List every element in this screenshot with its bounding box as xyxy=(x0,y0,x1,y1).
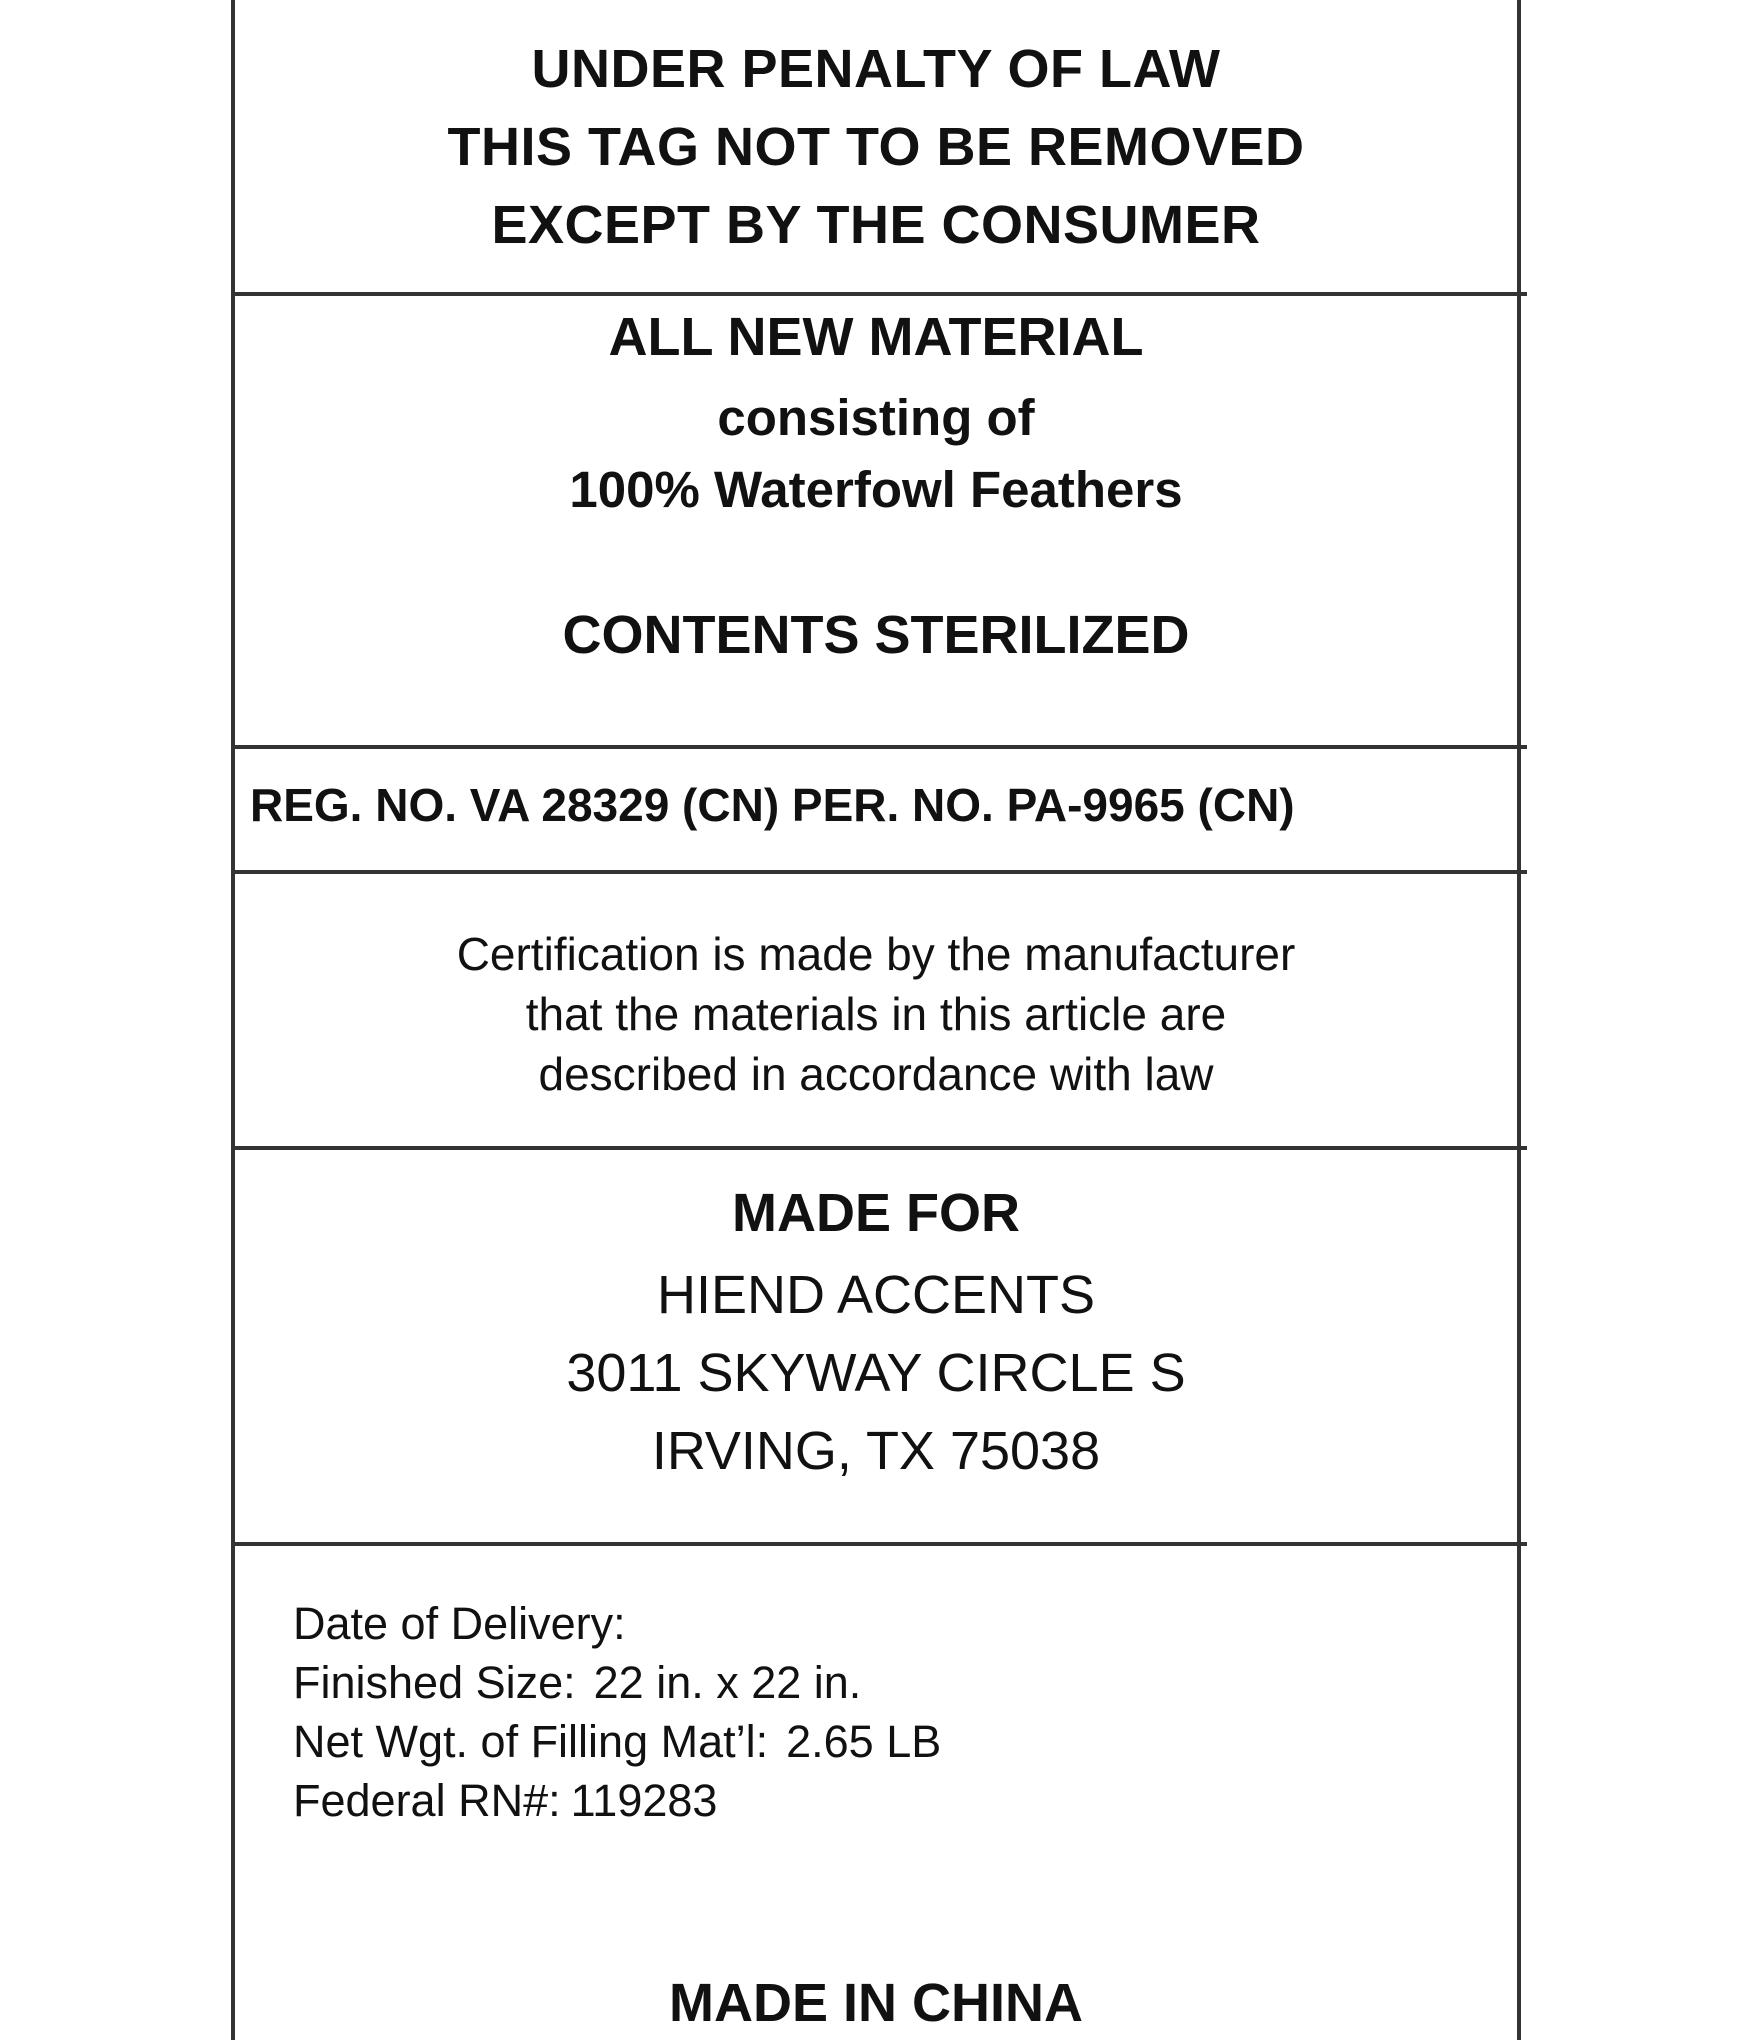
warning-line-2: THIS TAG NOT TO BE REMOVED xyxy=(447,117,1305,177)
divider xyxy=(235,870,1527,874)
registration-section xyxy=(235,752,1517,874)
divider xyxy=(235,745,1527,749)
material-section xyxy=(235,296,1517,746)
net-weight-row xyxy=(293,1712,941,1771)
registration-numbers: REG. NO. VA 28329 (CN) PER. NO. PA-9965 (CN) xyxy=(250,779,1295,831)
certification-line-1: Certification is made by the manufacturer xyxy=(456,928,1296,980)
material-heading: ALL NEW MATERIAL xyxy=(608,307,1144,367)
certification-line-2: that the materials in this article are xyxy=(525,988,1227,1040)
certification-section xyxy=(235,876,1517,1146)
company-name: HIEND ACCENTS xyxy=(656,1265,1096,1325)
divider xyxy=(235,1542,1527,1546)
contents-sterilized: CONTENTS STERILIZED xyxy=(562,605,1190,665)
warning-line-1: UNDER PENALTY OF LAW xyxy=(531,39,1221,99)
federal-rn-value: 119283 xyxy=(570,1775,718,1826)
made-for-section xyxy=(235,1152,1517,1542)
finished-size-value: 22 in. x 22 in. xyxy=(593,1657,862,1708)
street-address: 3011 SKYWAY CIRCLE S xyxy=(566,1343,1186,1403)
law-tag xyxy=(231,0,1521,2040)
made-for-heading: MADE FOR xyxy=(732,1183,1020,1243)
material-consisting: consisting of xyxy=(717,389,1035,446)
net-weight-label: Net Wgt. of Filling Mat’l: xyxy=(293,1716,769,1767)
certification-line-3: described in accordance with law xyxy=(538,1048,1214,1100)
material-composition: 100% Waterfowl Feathers xyxy=(569,461,1183,518)
federal-rn-row xyxy=(293,1771,941,1830)
country-of-origin: MADE IN CHINA xyxy=(669,1973,1083,2033)
details-section xyxy=(235,1548,1517,2040)
net-weight-value: 2.65 LB xyxy=(786,1716,942,1767)
delivery-date-label: Date of Delivery: xyxy=(293,1598,626,1649)
divider xyxy=(235,1146,1527,1150)
finished-size-label: Finished Size: xyxy=(293,1657,576,1708)
warning-section xyxy=(235,30,1517,290)
warning-line-3: EXCEPT BY THE CONSUMER xyxy=(491,195,1261,255)
finished-size-row xyxy=(293,1653,941,1712)
federal-rn-label: Federal RN#: xyxy=(293,1775,561,1826)
city-state-zip: IRVING, TX 75038 xyxy=(651,1421,1101,1481)
